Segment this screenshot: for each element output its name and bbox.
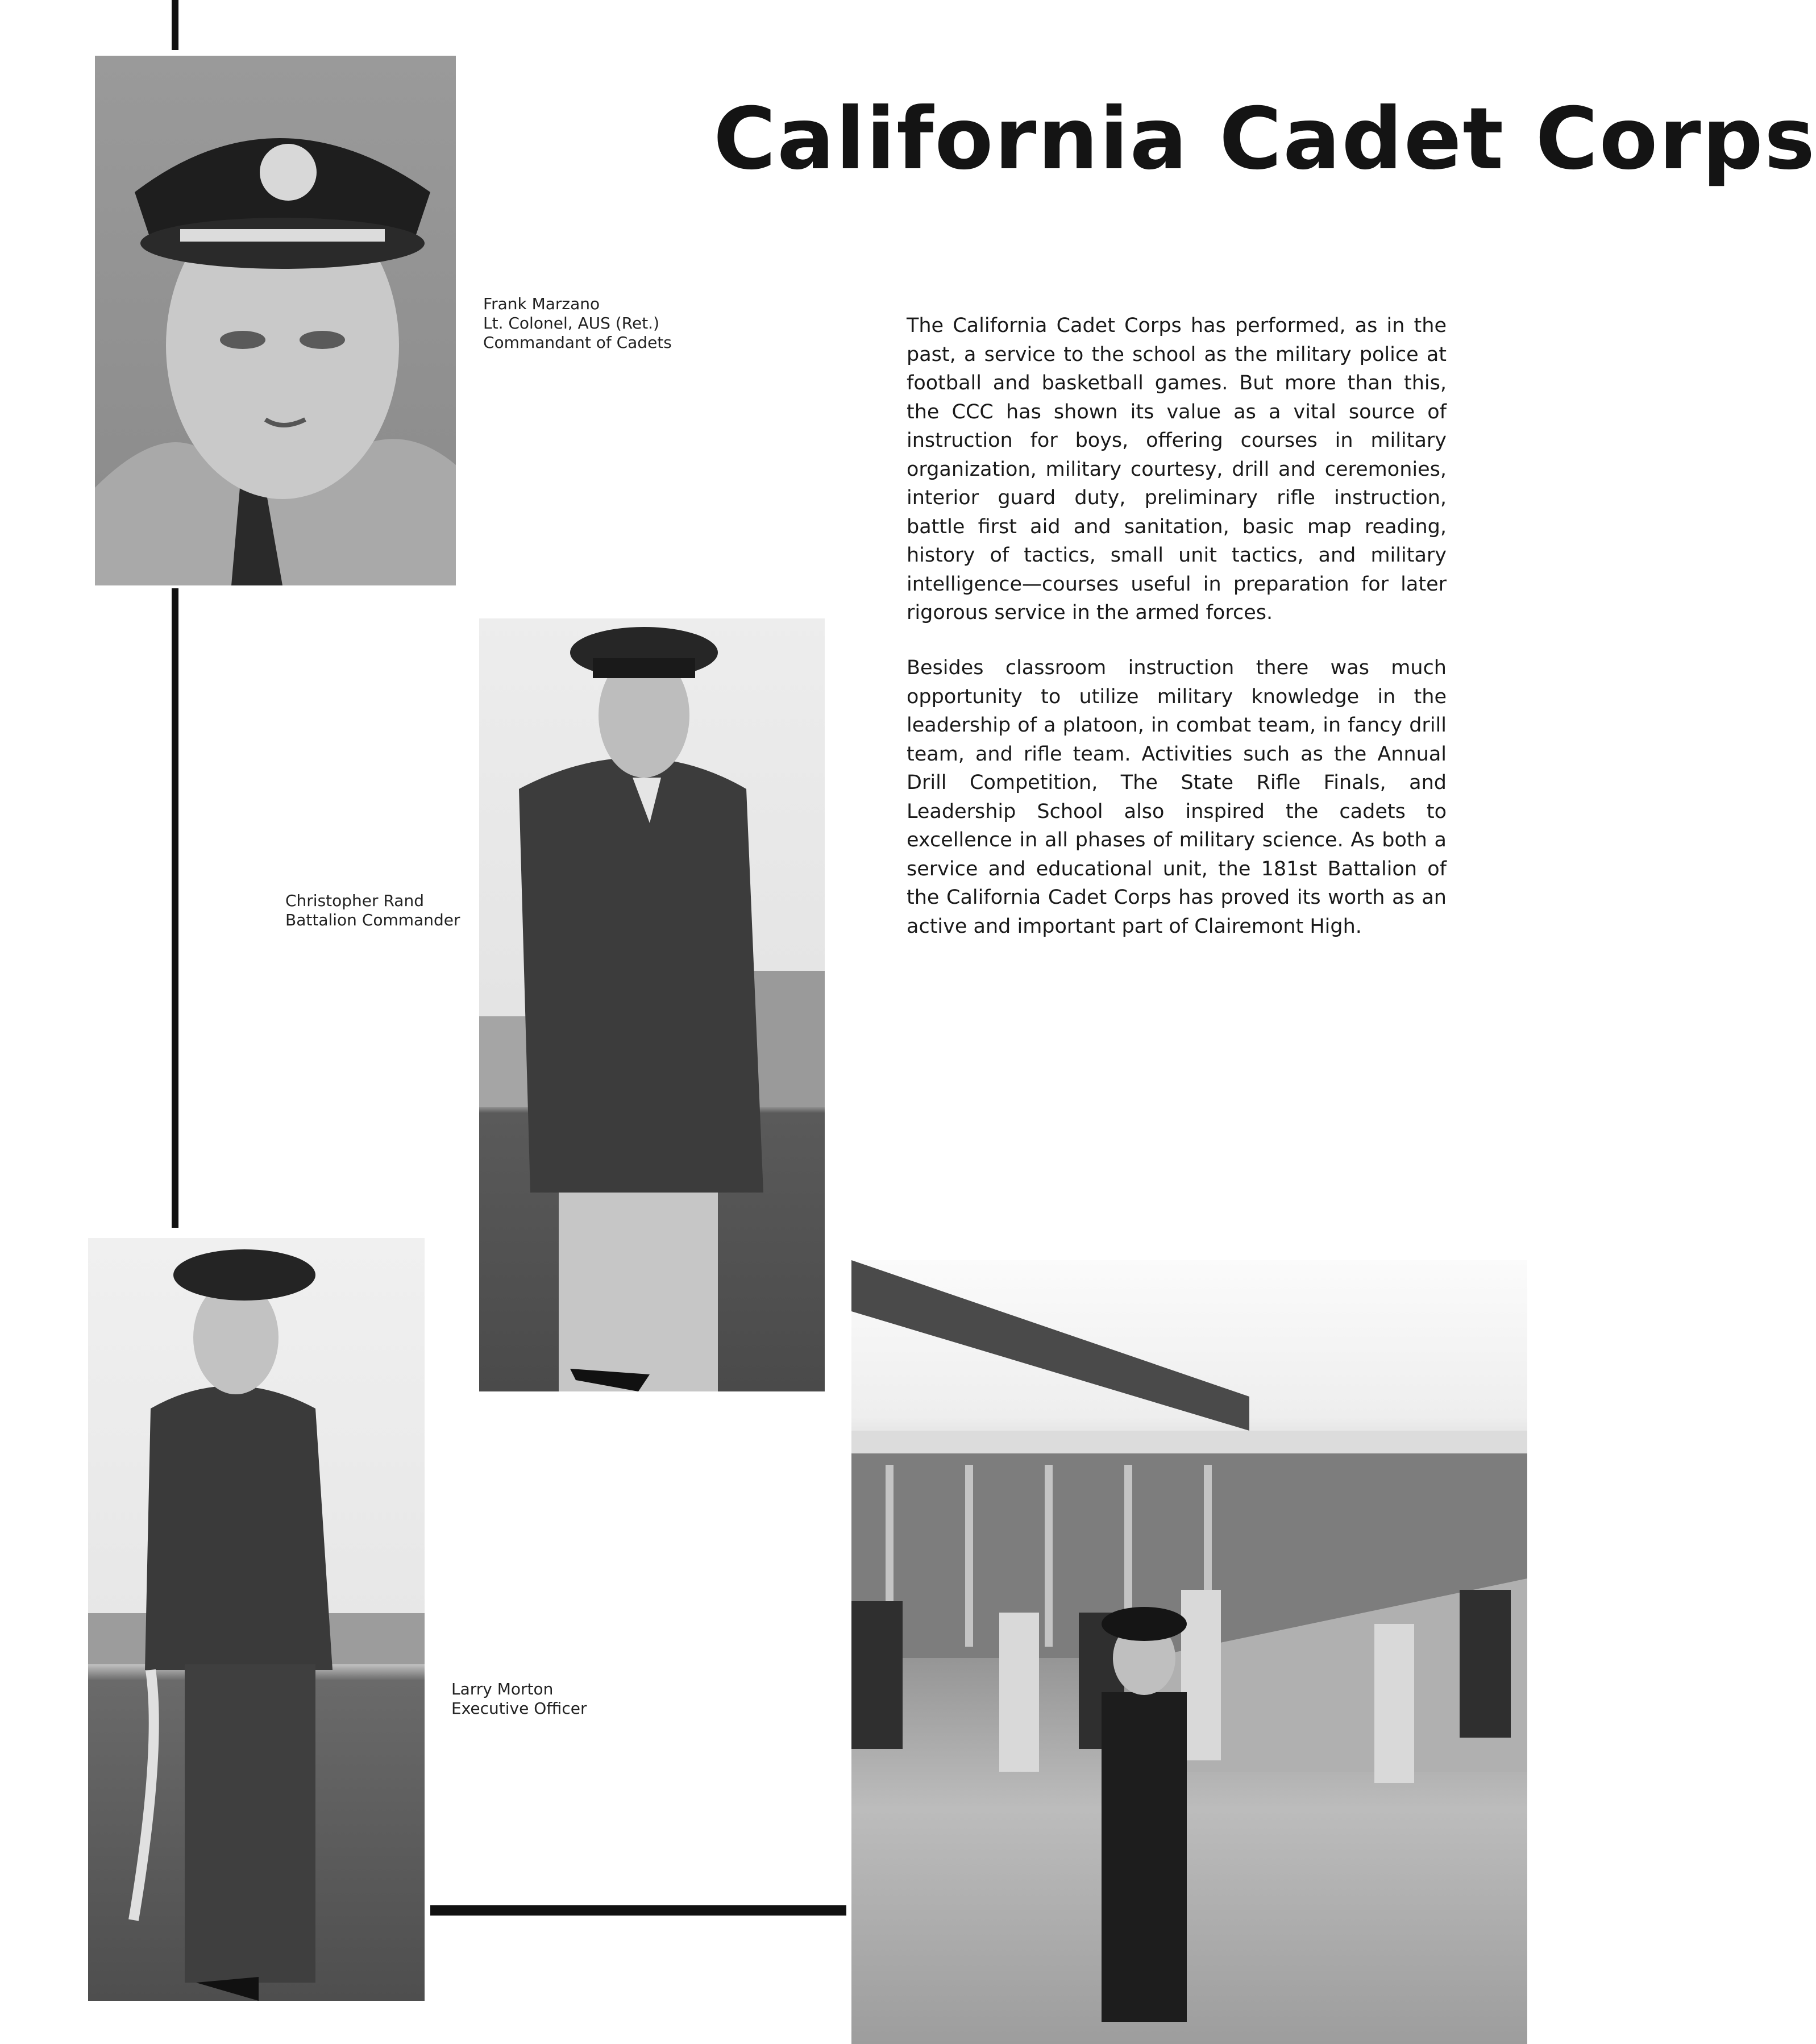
article-paragraph-2: Besides classroom instruction there was much opportunity to utilize military knowledge in the leadership of a platoon, in combat team, in fancy drill team, and rifle team. Activities such as the Annual Drill Competition, The State Rifle Finals, and Leadership School also inspired the cadets to excellence in all phases of military science. As both a service and educational unit, the 181st Battalion of the California Cadet Corps has proved its worth as an active and important part of Clairemont High. [907, 657, 1447, 938]
commandant-rank: Lt. Colonel, AUS (Ret.) [483, 314, 659, 333]
article-paragraph-1: The California Cadet Corps has performed, as in the past, a service to the school as the military police at football and basketball games. But more than this, the CCC has shown its value as a vital source of instruction for boys, offering courses in military organization, military courtesy, drill and ceremonies, interior guard duty, preliminary rifle instruction, battle first aid and sanitation, basic map reading, history of tactics, small unit tactics, and military intelligence—courses useful in preparation for later rigorous service in the armed forces. [907, 314, 1447, 624]
battalion-commander-name: Christopher Rand [285, 891, 424, 910]
commandant-role: Commandant of Cadets [483, 333, 672, 352]
left-vertical-rule [172, 588, 178, 1228]
executive-officer-role: Executive Officer [451, 1699, 587, 1718]
executive-officer-name: Larry Morton [451, 1680, 554, 1698]
commandant-portrait-photo [95, 56, 456, 585]
battalion-commander-role: Battalion Commander [285, 911, 460, 929]
battalion-commander-photo [479, 618, 825, 1391]
drill-team-group-photo [851, 1260, 1527, 2044]
battalion-commander-caption [285, 891, 460, 930]
executive-officer-caption [451, 1680, 587, 1718]
page-title: California Cadet Corps [713, 90, 1816, 189]
executive-officer-photo [88, 1238, 425, 2001]
top-vertical-rule [172, 0, 178, 50]
commandant-name: Frank Marzano [483, 294, 600, 313]
bottom-horizontal-rule [430, 1905, 846, 1916]
commandant-caption [483, 294, 672, 352]
